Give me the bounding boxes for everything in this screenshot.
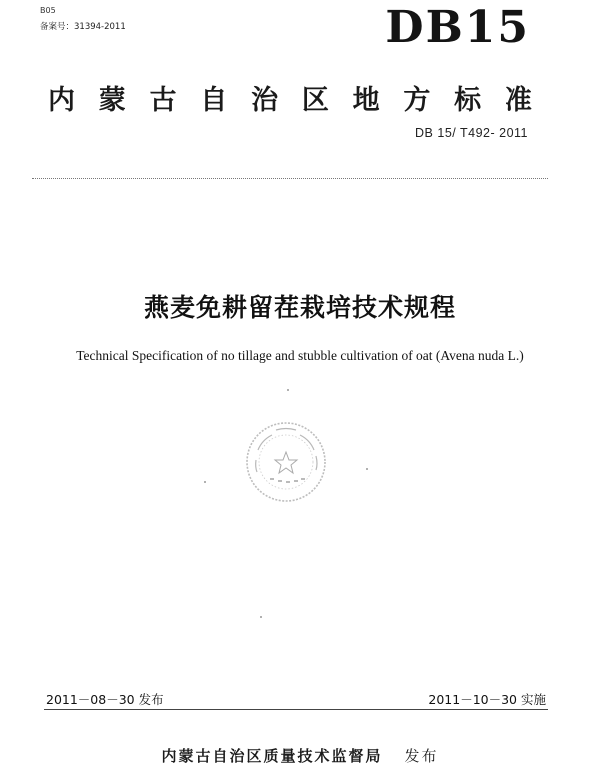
db-logo: DB15 (385, 2, 530, 53)
issue-word: 发布 (404, 747, 439, 765)
standard-type-char: 标 (454, 85, 482, 116)
ics-code: B05 (40, 6, 56, 15)
date-line (46, 690, 546, 708)
implement-date: 2011－10－30 实施 (428, 692, 546, 707)
standard-type-char: 内 (48, 85, 75, 116)
standard-number: DB 15/ T492- 2011 (415, 126, 528, 140)
document-title-chinese: 燕麦免耕留茬栽培技术规程 (143, 293, 456, 322)
scan-speck (260, 616, 262, 618)
footer-divider (44, 709, 548, 710)
standard-type-char: 蒙 (98, 85, 126, 116)
standard-type-char: 准 (504, 85, 532, 116)
issuer-name: 内蒙古自治区质量技术监督局 (161, 747, 383, 765)
standard-type-char: 方 (403, 85, 431, 116)
record-number: 备案号：31394-2011 (40, 22, 126, 32)
issuer-line (0, 745, 600, 766)
publish-date: 2011－08－30 发布 (46, 692, 164, 707)
standard-type-char: 区 (301, 85, 329, 116)
standard-type-char: 自 (200, 85, 228, 116)
scan-speck (204, 481, 206, 483)
scan-speck (366, 468, 368, 470)
official-seal-stamp (244, 420, 328, 504)
standard-type-title (48, 78, 532, 117)
standard-type-char: 治 (251, 85, 279, 116)
standard-type-char: 地 (352, 85, 380, 116)
scan-speck (287, 389, 289, 391)
header-divider (32, 178, 548, 179)
document-title-english: Technical Specification of no tillage and stubble cultivation of oat (Avena nuda L.) (76, 348, 524, 363)
standard-type-char: 古 (149, 85, 177, 116)
